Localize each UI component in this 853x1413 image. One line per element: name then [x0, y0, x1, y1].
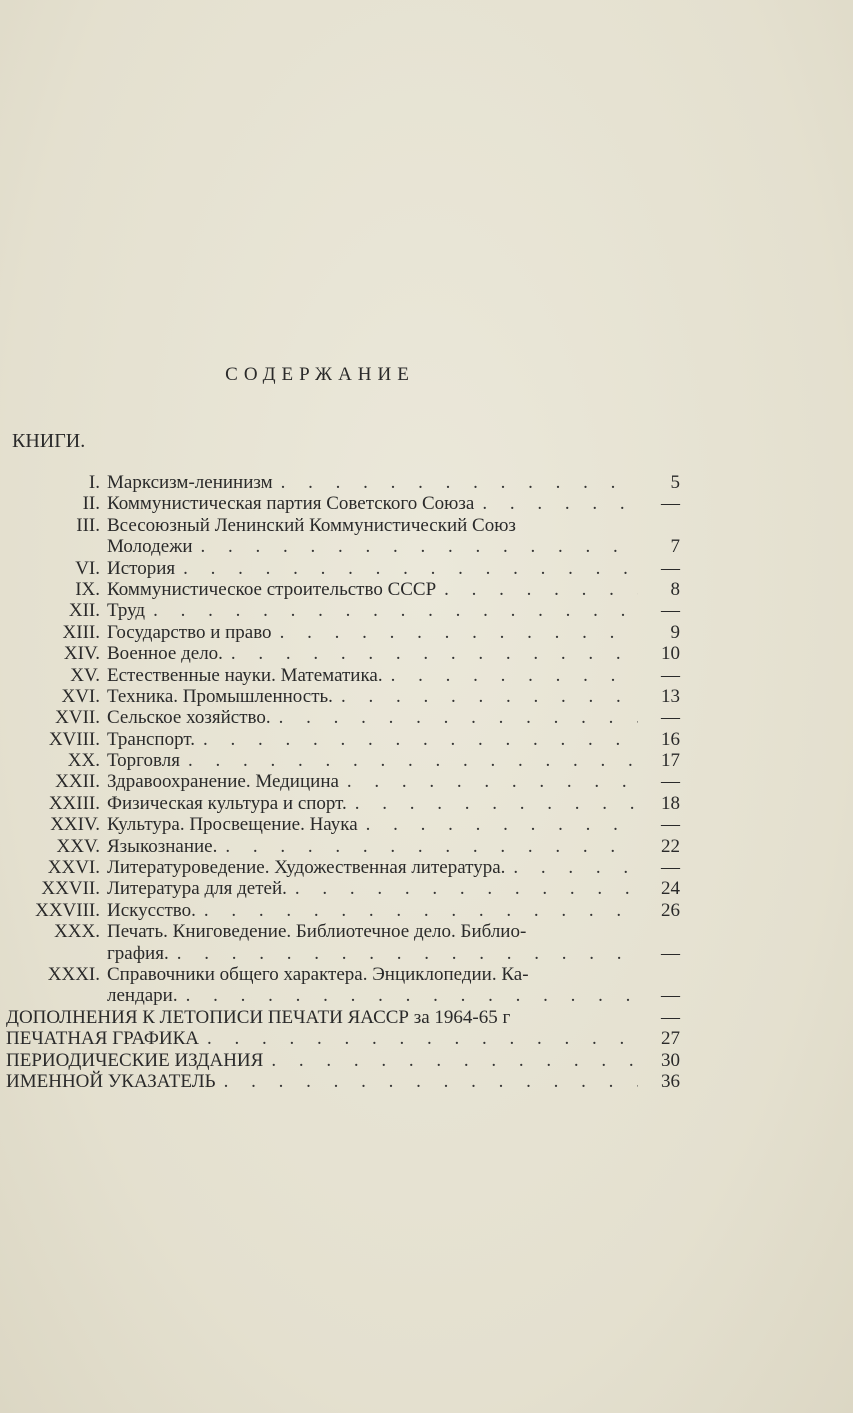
entry-title: Техника. Промышленность.	[107, 685, 333, 707]
toc-entry	[0, 558, 680, 579]
dot-leader	[391, 665, 638, 686]
appendix-page: 30	[661, 1049, 680, 1071]
entry-title: Справочники общего характера. Энциклопедии. Ка-	[107, 963, 529, 985]
dot-leader	[281, 472, 638, 493]
entry-page: —	[661, 985, 680, 1007]
entry-page: 13	[661, 685, 680, 707]
entry-number: XIII.	[62, 621, 100, 643]
entry-title: Труд	[107, 600, 146, 622]
entry-title: Искусство.	[107, 899, 196, 921]
entry-title: Печать. Книговедение. Библиотечное дело. Библио-	[107, 921, 527, 943]
toc-entry	[0, 579, 680, 600]
entry-page: 9	[670, 621, 680, 643]
toc-entry	[0, 985, 680, 1006]
dot-leader	[231, 643, 638, 664]
dot-leader	[204, 900, 638, 921]
dot-leader	[366, 814, 638, 835]
toc-entry	[0, 964, 680, 985]
toc-entry	[0, 729, 680, 750]
entry-page: 10	[661, 643, 680, 665]
entry-number: XVII.	[55, 707, 100, 729]
toc-entry	[0, 771, 680, 792]
entry-page: 17	[661, 750, 680, 772]
entry-title: Естественные науки. Математика.	[107, 664, 383, 686]
toc-appendix-entry	[6, 1007, 680, 1028]
entry-number: XV.	[70, 664, 100, 686]
entry-number: VI.	[75, 557, 100, 579]
entry-number: XXV.	[56, 835, 100, 857]
appendix-page: —	[661, 1006, 680, 1028]
entry-page: 22	[661, 835, 680, 857]
toc-entry	[0, 750, 680, 771]
entry-number: XX.	[67, 750, 100, 772]
dot-leader	[224, 1071, 638, 1092]
entry-title: Сельское хозяйство.	[107, 707, 271, 729]
entry-page: 7	[670, 536, 680, 558]
entry-page: —	[661, 771, 680, 793]
entry-title: Марксизм-ленинизм	[107, 472, 273, 493]
toc-entry	[0, 493, 680, 514]
entry-title: История	[107, 557, 176, 579]
entry-number: XII.	[68, 600, 100, 622]
toc-entry	[0, 472, 680, 493]
entry-number: II.	[82, 493, 100, 515]
dot-leader	[341, 686, 638, 707]
entry-number: IX.	[75, 578, 100, 600]
toc-entry	[0, 836, 680, 857]
appendix-title: ИМЕННОЙ УКАЗАТЕЛЬ	[6, 1070, 216, 1092]
toc-entry	[0, 536, 680, 557]
appendix-page: 36	[661, 1070, 680, 1092]
table-of-contents	[0, 472, 680, 1092]
entry-page: —	[661, 942, 680, 964]
entry-title: Всесоюзный Ленинский Коммунистический Союз	[107, 514, 516, 536]
entry-page: 16	[661, 728, 680, 750]
toc-entry	[0, 878, 680, 899]
dot-leader	[207, 1028, 638, 1049]
contents-heading: СОДЕРЖАНИЕ	[225, 364, 415, 385]
entry-title: Военное дело.	[107, 643, 223, 665]
toc-entry	[0, 600, 680, 621]
appendix-page: 27	[661, 1028, 680, 1050]
dot-leader	[225, 836, 638, 857]
toc-entry	[0, 857, 680, 878]
toc-entry	[0, 793, 680, 814]
entry-page: —	[661, 664, 680, 686]
entry-number: III.	[76, 514, 100, 536]
dot-leader	[201, 536, 639, 557]
entry-page: 8	[670, 578, 680, 600]
appendix-title: ПЕЧАТНАЯ ГРАФИКА	[6, 1028, 199, 1050]
dot-leader	[513, 857, 638, 878]
entry-title: Молодежи	[107, 536, 193, 558]
entry-title: Языкознание.	[107, 835, 218, 857]
dot-leader	[271, 1050, 638, 1071]
entry-page: 5	[670, 472, 680, 493]
dot-leader	[153, 600, 638, 621]
entry-number: XXIV.	[50, 814, 100, 836]
appendix-title: ДОПОЛНЕНИЯ К ЛЕТОПИСИ ПЕЧАТИ ЯАССР за 1964-65 г	[6, 1006, 511, 1028]
dot-leader	[355, 793, 638, 814]
entry-page: —	[661, 707, 680, 729]
entry-title: Физическая культура и спорт.	[107, 792, 347, 814]
entry-number: XXX.	[54, 921, 100, 943]
entry-page: —	[661, 857, 680, 879]
entry-title: лендари.	[107, 985, 178, 1007]
entry-title: графия.	[107, 942, 169, 964]
entry-page: 18	[661, 792, 680, 814]
entry-number: XIV.	[63, 643, 100, 665]
entry-title: Коммунистическое строительство СССР	[107, 578, 437, 600]
entry-page: —	[661, 493, 680, 515]
entry-number: XXII.	[55, 771, 100, 793]
entry-page: —	[661, 600, 680, 622]
section-heading-books: КНИГИ.	[12, 430, 86, 452]
entry-title: Государство и право	[107, 621, 272, 643]
entry-title: Здравоохранение. Медицина	[107, 771, 339, 793]
toc-entry	[0, 665, 680, 686]
toc-entry	[0, 515, 680, 536]
entry-title: Литературоведение. Художественная литература.	[107, 857, 506, 879]
entry-title: Культура. Просвещение. Наука	[107, 814, 358, 836]
entry-page: —	[661, 814, 680, 836]
dot-leader	[295, 878, 638, 899]
toc-appendix-entry	[6, 1050, 680, 1071]
entry-title: Торговля	[107, 750, 180, 772]
entry-page: 24	[661, 878, 680, 900]
dot-leader	[177, 943, 638, 964]
entry-title: Коммунистическая партия Советского Союза	[107, 493, 475, 515]
entry-number: XXVI.	[47, 857, 100, 879]
entry-page: 26	[661, 899, 680, 921]
dot-leader	[347, 771, 638, 792]
dot-leader	[186, 985, 638, 1006]
dot-leader	[279, 707, 638, 728]
dot-leader	[280, 622, 638, 643]
entry-number: XVI.	[61, 685, 100, 707]
toc-appendix-entry	[6, 1028, 680, 1049]
entry-number: XXXI.	[47, 963, 100, 985]
toc-entry	[0, 921, 680, 942]
appendix-title: ПЕРИОДИЧЕСКИЕ ИЗДАНИЯ	[6, 1049, 264, 1071]
dot-leader	[444, 579, 638, 600]
entry-page: —	[661, 557, 680, 579]
toc-entry	[0, 814, 680, 835]
entry-title: Литература для детей.	[107, 878, 287, 900]
entry-number: I.	[88, 472, 100, 493]
entry-number: XXVII.	[41, 878, 100, 900]
dot-leader	[482, 493, 638, 514]
entry-number: XVIII.	[48, 728, 100, 750]
entry-title: Транспорт.	[107, 728, 195, 750]
dot-leader	[188, 750, 638, 771]
dot-leader	[183, 558, 638, 579]
toc-entry	[0, 643, 680, 664]
toc-entry	[0, 707, 680, 728]
toc-entry	[0, 686, 680, 707]
toc-entry	[0, 622, 680, 643]
entry-number: XXVIII.	[35, 899, 100, 921]
toc-entry	[0, 943, 680, 964]
toc-entry	[0, 900, 680, 921]
toc-appendix-entry	[6, 1071, 680, 1092]
entry-number: XXIII.	[48, 792, 100, 814]
dot-leader	[203, 729, 638, 750]
